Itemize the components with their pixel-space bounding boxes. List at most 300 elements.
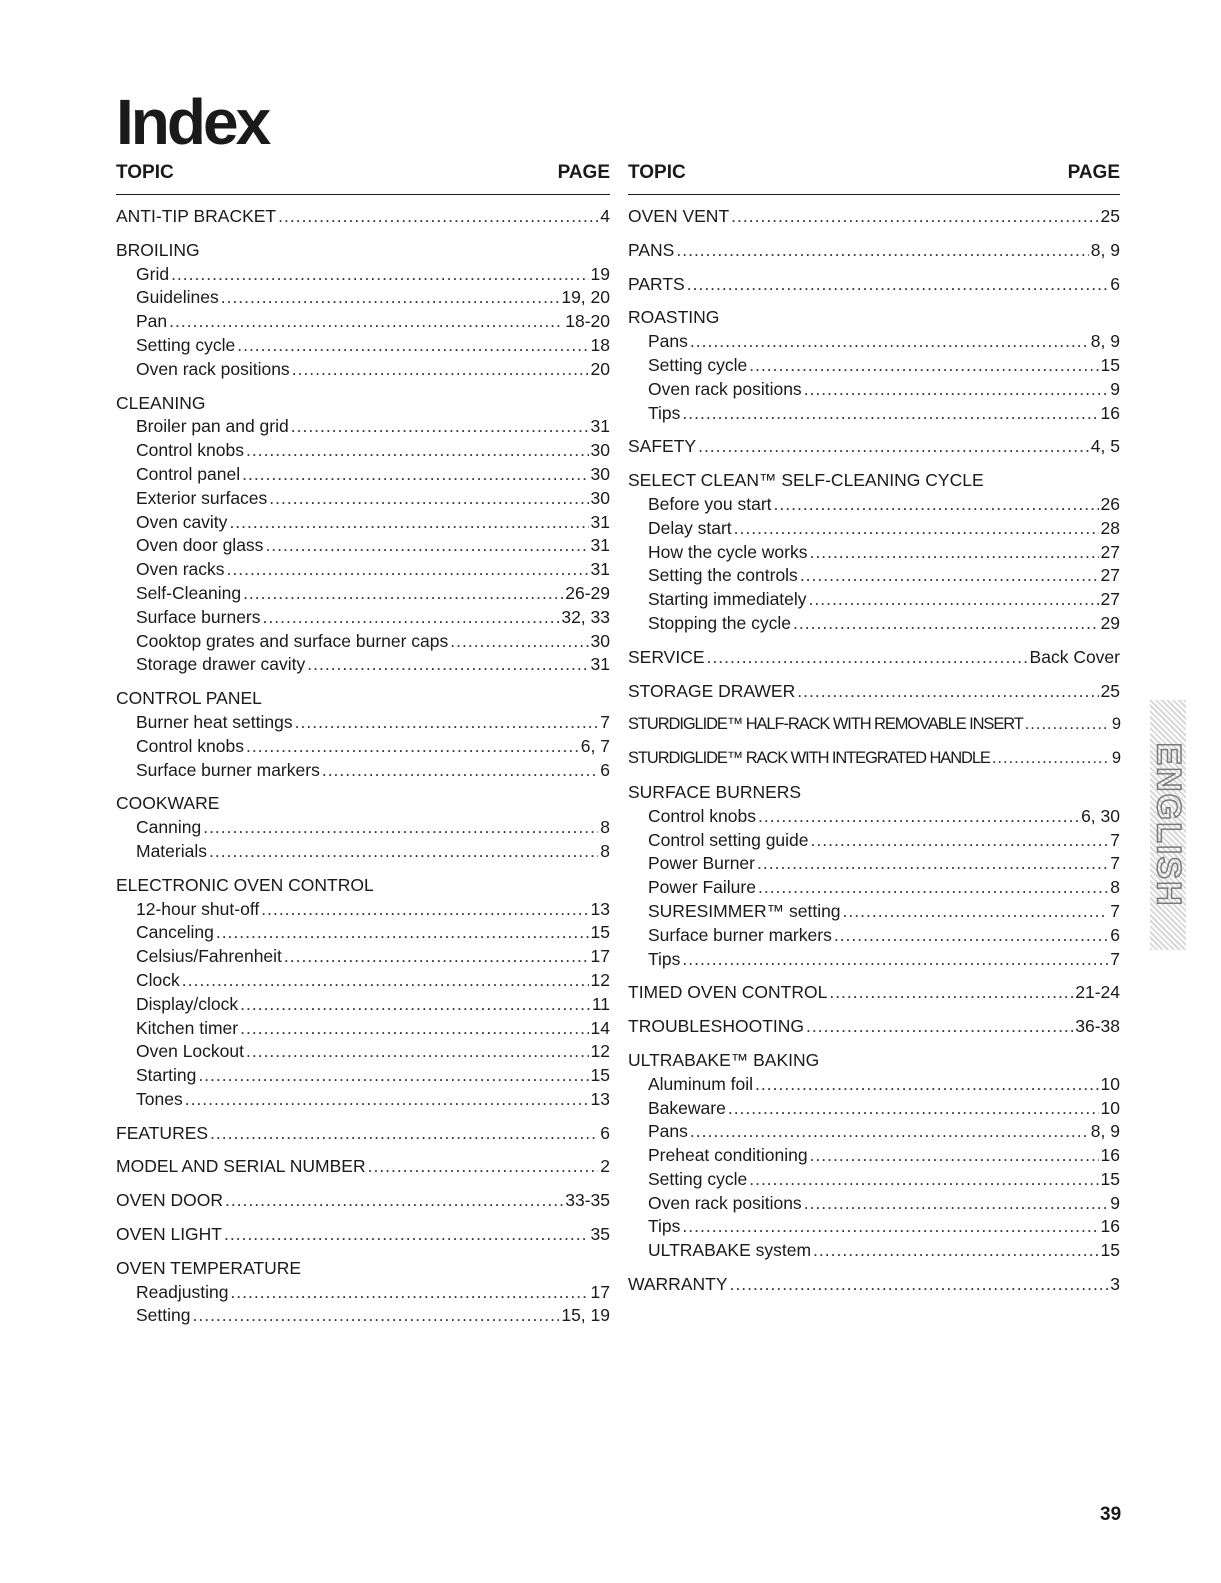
dot-leader xyxy=(758,876,1108,900)
entry-topic: Surface burner markers xyxy=(136,759,320,780)
entry-page: 11 xyxy=(591,993,610,1014)
entry-topic: Setting cycle xyxy=(136,334,236,355)
dot-leader xyxy=(793,612,1099,636)
entry-page: 27 xyxy=(1100,565,1120,586)
index-entry-group xyxy=(628,1015,1120,1039)
index-subentry xyxy=(628,1239,1120,1263)
index-subentry xyxy=(628,612,1120,636)
index-subentry xyxy=(116,358,610,382)
index-entry xyxy=(116,205,610,229)
index-entry-group xyxy=(628,747,1120,771)
dot-leader xyxy=(295,711,599,735)
entry-topic: STURDIGLIDE™ RACK WITH INTEGRATED HANDLE xyxy=(628,749,990,768)
index-subentry xyxy=(116,840,610,864)
index-subentry xyxy=(628,1215,1120,1239)
index-entry xyxy=(628,239,1120,263)
entry-topic: SURESIMMER™ setting xyxy=(648,900,841,921)
index-subentry xyxy=(116,334,610,358)
entry-topic: Canning xyxy=(136,817,202,838)
dot-leader xyxy=(992,747,1110,771)
index-subentry xyxy=(628,900,1120,924)
entry-page: 8 xyxy=(600,817,610,838)
index-subentry xyxy=(116,1304,610,1328)
entry-topic: Tones xyxy=(136,1088,183,1109)
page-number: 39 xyxy=(1100,1504,1122,1525)
dot-leader xyxy=(284,945,589,969)
entry-page: 30 xyxy=(590,630,610,651)
index-subentry xyxy=(116,606,610,630)
entry-page: 33-35 xyxy=(565,1190,610,1211)
entry-topic: Control setting guide xyxy=(648,829,809,850)
entry-topic: Burner heat settings xyxy=(136,711,293,732)
index-entry-group xyxy=(628,1049,1120,1263)
index-heading: ULTRABAKE™ BAKING xyxy=(628,1049,820,1070)
dot-leader xyxy=(690,330,1089,354)
index-subentry xyxy=(628,829,1120,853)
entry-page: 9 xyxy=(1111,749,1120,768)
entry-topic: Oven rack positions xyxy=(648,1192,802,1213)
entry-topic: ANTI-TIP BRACKET xyxy=(116,206,277,226)
entry-topic: Starting xyxy=(136,1065,197,1086)
index-subentry xyxy=(116,1088,610,1112)
entry-page: 4, 5 xyxy=(1090,436,1120,457)
dot-leader xyxy=(757,852,1108,876)
index-entry-group xyxy=(628,713,1120,737)
index-subentry xyxy=(628,354,1120,378)
entry-topic: Control knobs xyxy=(136,440,244,461)
index-subentry xyxy=(116,759,610,783)
dot-leader xyxy=(243,582,563,606)
dot-leader xyxy=(240,993,590,1017)
index-subentry xyxy=(116,1017,610,1041)
index-subentry xyxy=(628,805,1120,829)
entry-topic: Starting immediately xyxy=(648,589,807,610)
index-subentry xyxy=(116,816,610,840)
index-subentry xyxy=(116,711,610,735)
column-header xyxy=(628,162,1120,195)
entry-topic: How the cycle works xyxy=(648,541,808,562)
index-subentry xyxy=(116,945,610,969)
index-heading: SURFACE BURNERS xyxy=(628,781,802,802)
index-entry xyxy=(628,646,1120,670)
entry-topic: PARTS xyxy=(628,273,685,294)
entry-page: 26-29 xyxy=(565,582,610,603)
dot-leader xyxy=(225,1189,563,1213)
dot-leader xyxy=(182,969,589,993)
entry-topic: Display/clock xyxy=(136,993,239,1014)
page-header: PAGE xyxy=(1067,162,1120,183)
index-entry-group xyxy=(628,205,1120,229)
dot-leader xyxy=(811,829,1109,853)
entry-topic: Exterior surfaces xyxy=(136,487,268,508)
entry-topic: TIMED OVEN CONTROL xyxy=(628,982,828,1003)
index-subentry xyxy=(628,1168,1120,1192)
dot-leader xyxy=(800,564,1099,588)
entry-topic: 12-hour shut-off xyxy=(136,898,260,919)
index-subentry xyxy=(116,1281,610,1305)
index-entry xyxy=(116,1223,610,1247)
entry-page: 21-24 xyxy=(1075,982,1120,1003)
entry-topic: Stopping the cycle xyxy=(648,612,792,633)
entry-page: 10 xyxy=(1100,1097,1120,1118)
index-subentry xyxy=(116,653,610,677)
entry-topic: Oven Lockout xyxy=(136,1041,244,1062)
dot-leader xyxy=(834,924,1108,948)
dot-leader xyxy=(682,402,1098,426)
entry-topic: Materials xyxy=(136,840,207,861)
entry-page: 17 xyxy=(590,946,610,967)
entry-page: 30 xyxy=(590,463,610,484)
index-subentry xyxy=(116,969,610,993)
language-side-tab xyxy=(1150,700,1186,950)
entry-topic: Broiler pan and grid xyxy=(136,416,289,437)
index-entry-group xyxy=(116,1189,610,1213)
entry-topic: Power Failure xyxy=(648,877,756,898)
index-subentry xyxy=(628,493,1120,517)
dot-leader xyxy=(242,463,588,487)
entry-topic: Readjusting xyxy=(136,1281,229,1302)
dot-leader xyxy=(698,435,1089,459)
entry-page: 26 xyxy=(1100,493,1120,514)
index-subentry xyxy=(116,921,610,945)
entry-page: 15 xyxy=(1100,354,1120,375)
entry-topic: FEATURES xyxy=(116,1122,209,1143)
dot-leader xyxy=(246,439,589,463)
entry-topic: Celsius/Fahrenheit xyxy=(136,946,282,967)
entry-page: 29 xyxy=(1100,612,1120,633)
dot-leader xyxy=(291,415,589,439)
entry-topic: OVEN DOOR xyxy=(116,1190,223,1211)
entry-topic: Tips xyxy=(648,1216,681,1237)
entry-page: 12 xyxy=(590,969,610,990)
entry-topic: OVEN VENT xyxy=(628,206,730,226)
index-heading: COOKWARE xyxy=(116,793,220,814)
index-entry xyxy=(628,713,1120,737)
entry-page: 17 xyxy=(590,1281,610,1302)
dot-leader xyxy=(246,1040,589,1064)
entry-topic: Self-Cleaning xyxy=(136,582,242,603)
entry-topic: Bakeware xyxy=(648,1097,726,1118)
dot-leader xyxy=(368,1155,599,1179)
entry-page: 28 xyxy=(1100,517,1120,538)
entry-topic: Setting cycle xyxy=(648,354,748,375)
index-entry-group xyxy=(628,1273,1120,1297)
index-subentry xyxy=(116,582,610,606)
entry-topic: Setting xyxy=(136,1305,191,1326)
index-entries xyxy=(116,205,610,1328)
entry-topic: Control knobs xyxy=(136,735,244,756)
dot-leader xyxy=(278,205,598,229)
index-subentry xyxy=(116,1040,610,1064)
entry-topic: WARRANTY xyxy=(628,1274,728,1295)
entry-page: 9 xyxy=(1110,1192,1120,1213)
index-entry xyxy=(116,1122,610,1146)
entry-topic: Pans xyxy=(648,331,688,352)
index-entry-group xyxy=(628,469,1120,636)
entry-page: 9 xyxy=(1111,715,1120,734)
entry-page: 20 xyxy=(590,358,610,379)
index-subentry xyxy=(628,1192,1120,1216)
entry-topic: TROUBLESHOOTING xyxy=(628,1016,804,1037)
index-entry-group xyxy=(628,781,1120,971)
index-subentry xyxy=(116,534,610,558)
entry-page: 15, 19 xyxy=(561,1305,610,1326)
index-subentry xyxy=(116,463,610,487)
index-entry-group xyxy=(116,392,610,678)
index-heading: ELECTRONIC OVEN CONTROL xyxy=(116,874,374,895)
index-entry-group xyxy=(628,435,1120,459)
dot-leader xyxy=(730,1273,1109,1297)
page-title: Index xyxy=(116,86,269,158)
index-subentry xyxy=(628,517,1120,541)
entry-page: 36-38 xyxy=(1075,1016,1120,1037)
entry-page: 6 xyxy=(1110,924,1120,945)
dot-leader xyxy=(224,1223,589,1247)
index-entry-group xyxy=(116,687,610,782)
index-entry xyxy=(628,1273,1120,1297)
index-subentry xyxy=(116,263,610,287)
entry-page: 7 xyxy=(600,711,610,732)
index-entry xyxy=(628,205,1120,229)
entry-topic: Aluminum foil xyxy=(648,1073,754,1094)
entry-page: 27 xyxy=(1100,589,1120,610)
entry-page: 31 xyxy=(590,559,610,580)
index-entry xyxy=(628,1015,1120,1039)
index-subentry xyxy=(628,588,1120,612)
index-entry-group xyxy=(628,306,1120,425)
index-entry-group xyxy=(628,680,1120,704)
index-subentry xyxy=(628,852,1120,876)
index-entry-group xyxy=(116,1155,610,1179)
entry-topic: Control panel xyxy=(136,463,241,484)
index-entry xyxy=(628,680,1120,704)
entry-page: 30 xyxy=(590,487,610,508)
index-subentry xyxy=(628,564,1120,588)
entry-topic: ULTRABAKE system xyxy=(648,1240,812,1261)
index-entry-group xyxy=(116,792,610,863)
entry-page: 13 xyxy=(590,1088,610,1109)
dot-leader xyxy=(237,334,588,358)
index-subentry xyxy=(116,630,610,654)
entry-page: 19 xyxy=(590,263,610,284)
entry-page: 4 xyxy=(600,206,610,226)
dot-leader xyxy=(809,588,1099,612)
index-heading: SELECT CLEAN™ SELF-CLEANING CYCLE xyxy=(628,470,984,491)
index-subentry xyxy=(116,487,610,511)
index-entry xyxy=(628,435,1120,459)
dot-leader xyxy=(810,1144,1099,1168)
entry-page: 27 xyxy=(1100,541,1120,562)
dot-leader xyxy=(707,646,1028,670)
entry-page: 8, 9 xyxy=(1090,331,1120,352)
entry-page: 6, 7 xyxy=(580,735,610,756)
index-entry-group xyxy=(116,239,610,382)
entry-page: 25 xyxy=(1100,680,1120,701)
entry-topic: Tips xyxy=(648,948,681,969)
entry-topic: Surface burners xyxy=(136,606,261,627)
dot-leader xyxy=(307,653,588,677)
entry-page: 7 xyxy=(1110,853,1120,874)
index-entry xyxy=(116,1189,610,1213)
entry-topic: STURDIGLIDE™ HALF-RACK WITH REMOVABLE INSERT xyxy=(628,715,1023,734)
entry-topic: Grid xyxy=(136,263,170,284)
index-subentry xyxy=(628,402,1120,426)
entry-topic: Setting cycle xyxy=(648,1168,748,1189)
entry-topic: SAFETY xyxy=(628,436,697,457)
entry-page: 15 xyxy=(590,922,610,943)
dot-leader xyxy=(322,759,598,783)
dot-leader xyxy=(690,1120,1089,1144)
index-subentry xyxy=(628,330,1120,354)
index-subentry xyxy=(628,1120,1120,1144)
index-entry xyxy=(628,273,1120,297)
index-subentry xyxy=(628,541,1120,565)
dot-leader xyxy=(216,921,589,945)
index-subentry xyxy=(116,993,610,1017)
dot-leader xyxy=(829,981,1073,1005)
dot-leader xyxy=(263,606,560,630)
index-subentry xyxy=(628,876,1120,900)
entry-page: 12 xyxy=(590,1041,610,1062)
dot-leader xyxy=(261,898,588,922)
entry-topic: Oven rack positions xyxy=(136,358,290,379)
dot-leader xyxy=(813,1239,1098,1263)
entry-topic: Oven cavity xyxy=(136,511,228,532)
entry-page: 7 xyxy=(1110,900,1120,921)
dot-leader xyxy=(682,1215,1098,1239)
dot-leader xyxy=(728,1097,1099,1121)
entry-page: 8, 9 xyxy=(1090,239,1120,260)
entry-page: 6, 30 xyxy=(1081,805,1120,826)
dot-leader xyxy=(687,273,1109,297)
dot-leader xyxy=(758,805,1079,829)
entry-topic: Cooktop grates and surface burner caps xyxy=(136,630,449,651)
entry-topic: Guidelines xyxy=(136,287,219,308)
entry-topic: Storage drawer cavity xyxy=(136,654,306,675)
entry-page: 14 xyxy=(590,1017,610,1038)
topic-header: TOPIC xyxy=(628,162,686,183)
dot-leader xyxy=(203,816,598,840)
entry-topic: SERVICE xyxy=(628,646,705,667)
entry-page: 35 xyxy=(590,1224,610,1245)
index-subentry xyxy=(116,735,610,759)
entry-page: 25 xyxy=(1100,206,1120,226)
dot-leader xyxy=(734,517,1099,541)
entry-page: 16 xyxy=(1100,1145,1120,1166)
entry-page: 7 xyxy=(1110,948,1120,969)
dot-leader xyxy=(209,840,598,864)
entry-topic: Preheat conditioning xyxy=(648,1145,808,1166)
entry-page: 31 xyxy=(590,535,610,556)
dot-leader xyxy=(810,541,1099,565)
dot-leader xyxy=(230,1281,588,1305)
index-subentry xyxy=(628,1073,1120,1097)
entry-topic: MODEL AND SERIAL NUMBER xyxy=(116,1156,366,1177)
entry-page: 16 xyxy=(1100,1216,1120,1237)
entry-page: 15 xyxy=(590,1065,610,1086)
entry-page: 13 xyxy=(590,898,610,919)
index-entries xyxy=(628,205,1120,1297)
entry-topic: Oven rack positions xyxy=(648,378,802,399)
index-subentry xyxy=(116,286,610,310)
entry-page: 6 xyxy=(600,759,610,780)
entry-topic: Surface burner markers xyxy=(648,924,832,945)
dot-leader xyxy=(198,1064,588,1088)
index-subentry xyxy=(628,924,1120,948)
dot-leader xyxy=(269,487,588,511)
index-entry-group xyxy=(628,239,1120,263)
entry-page: 31 xyxy=(590,511,610,532)
dot-leader xyxy=(246,735,579,759)
dot-leader xyxy=(240,1017,588,1041)
dot-leader xyxy=(1025,713,1110,737)
entry-page: 18 xyxy=(590,334,610,355)
index-entry-group xyxy=(628,273,1120,297)
index-column-left xyxy=(116,162,610,1328)
index-subentry xyxy=(116,511,610,535)
index-entry-group xyxy=(116,205,610,229)
index-entry-group xyxy=(116,874,610,1112)
index-subentry xyxy=(116,415,610,439)
entry-topic: OVEN LIGHT xyxy=(116,1224,222,1245)
entry-page: 8 xyxy=(1110,877,1120,898)
index-subentry xyxy=(116,558,610,582)
dot-leader xyxy=(171,263,588,287)
entry-page: 2 xyxy=(600,1156,610,1177)
entry-page: 8, 9 xyxy=(1090,1121,1120,1142)
dot-leader xyxy=(292,358,589,382)
dot-leader xyxy=(265,534,588,558)
dot-leader xyxy=(169,310,563,334)
index-subentry xyxy=(116,310,610,334)
entry-topic: PANS xyxy=(628,239,675,260)
index-subentry xyxy=(628,948,1120,972)
entry-page: 31 xyxy=(590,416,610,437)
entry-page: 15 xyxy=(1100,1168,1120,1189)
dot-leader xyxy=(229,511,588,535)
dot-leader xyxy=(804,1192,1109,1216)
entry-page: 8 xyxy=(600,840,610,861)
entry-page: 3 xyxy=(1110,1274,1120,1295)
index-heading: ROASTING xyxy=(628,307,720,328)
index-heading: BROILING xyxy=(116,239,200,260)
entry-topic: Pans xyxy=(648,1121,688,1142)
entry-page: 10 xyxy=(1100,1073,1120,1094)
entry-page: 6 xyxy=(600,1122,610,1143)
entry-topic: Pan xyxy=(136,311,168,332)
dot-leader xyxy=(450,630,588,654)
entry-page: 30 xyxy=(590,440,610,461)
index-column-right xyxy=(628,162,1120,1297)
index-entry xyxy=(116,1155,610,1179)
index-subentry xyxy=(116,898,610,922)
entry-topic: Control knobs xyxy=(648,805,756,826)
index-entry xyxy=(628,981,1120,1005)
side-tab-label: ENGLISH xyxy=(1149,742,1188,908)
index-entry-group xyxy=(116,1122,610,1146)
entry-page: Back Cover xyxy=(1029,646,1120,667)
entry-page: 15 xyxy=(1100,1240,1120,1261)
index-heading: CONTROL PANEL xyxy=(116,688,262,709)
index-subentry xyxy=(628,1097,1120,1121)
entry-page: 9 xyxy=(1110,378,1120,399)
entry-topic: Canceling xyxy=(136,922,214,943)
index-entry-group xyxy=(116,1223,610,1247)
index-entry xyxy=(628,747,1120,771)
index-entry-group xyxy=(628,646,1120,670)
index-heading: OVEN TEMPERATURE xyxy=(116,1257,302,1278)
index-subentry xyxy=(628,378,1120,402)
